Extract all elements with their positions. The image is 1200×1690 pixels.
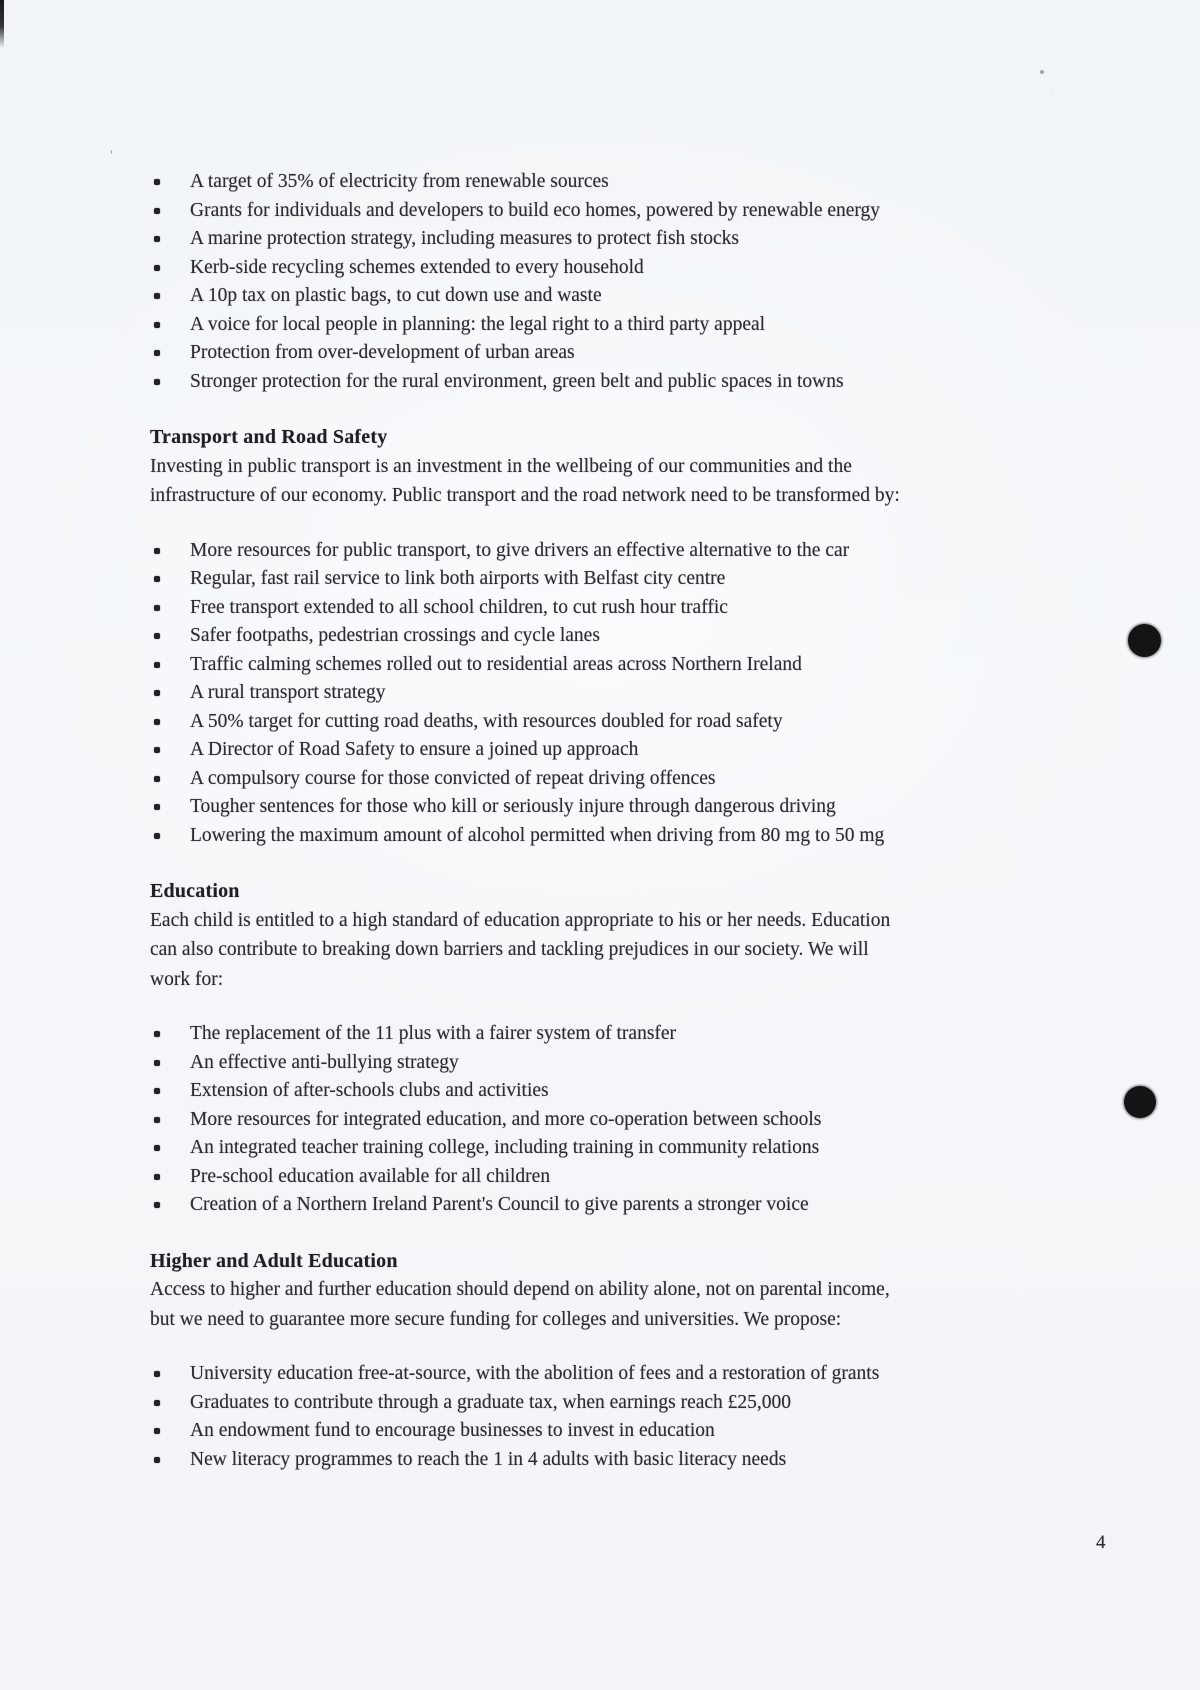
bullet-icon <box>154 1428 160 1434</box>
bullet-list <box>150 1360 1090 1474</box>
list-item <box>150 565 1090 594</box>
bullet-icon <box>154 605 160 611</box>
page-number: 4 <box>1096 1532 1106 1553</box>
bullet-icon <box>154 633 160 639</box>
list-item <box>150 311 1090 340</box>
list-item-text: Tougher sentences for those who kill or seriously injure through dangerous driving <box>190 796 836 817</box>
paragraph-line: Access to higher and further education should depend on ability alone, not on parental income, <box>150 1279 890 1300</box>
list-item <box>150 1446 1090 1475</box>
bullet-icon <box>154 576 160 582</box>
list-item <box>150 225 1090 254</box>
bullet-icon <box>154 208 160 214</box>
bullet-icon <box>154 776 160 782</box>
bullet-icon <box>154 1400 160 1406</box>
list-item <box>150 793 1090 822</box>
paragraph-line: Each child is entitled to a high standard of education appropriate to his or her needs. Education <box>150 909 891 931</box>
hole-punch-dot-top <box>1128 624 1161 657</box>
list-item <box>150 1163 1090 1192</box>
list-item <box>150 168 1090 197</box>
list-item-text: Extension of after-schools clubs and activities <box>190 1080 549 1101</box>
section-paragraph <box>150 1275 1090 1334</box>
bullet-icon <box>154 662 160 668</box>
bullet-icon <box>154 1060 160 1066</box>
list-item-text: Creation of a Northern Ireland Parent's Council to give parents a stronger voice <box>190 1194 809 1215</box>
section-heading: Transport and Road Safety <box>150 426 388 448</box>
list-item <box>150 1077 1090 1106</box>
list-item <box>150 708 1090 737</box>
bullet-icon <box>154 265 160 271</box>
list-item <box>150 254 1090 283</box>
list-item <box>150 339 1090 368</box>
section-heading: Higher and Adult Education <box>150 1249 398 1272</box>
list-item-text: Pre-school education available for all children <box>190 1165 551 1187</box>
list-item-text: Stronger protection for the rural environment, green belt and public spaces in towns <box>190 370 844 392</box>
list-item-text: More resources for integrated education, and more co-operation between schools <box>190 1108 822 1130</box>
list-item-text: A 50% target for cutting road deaths, with resources doubled for road safety <box>190 710 783 732</box>
list-item-text: Kerb-side recycling schemes extended to every household <box>190 256 644 278</box>
corner-scan-artifact <box>0 0 4 48</box>
bullet-icon <box>154 1088 160 1094</box>
list-item-text: A Director of Road Safety to ensure a joined up approach <box>190 739 639 760</box>
bullet-icon <box>154 350 160 356</box>
list-item-text: A voice for local people in planning: the legal right to a third party appeal <box>190 313 766 335</box>
list-item <box>150 1389 1090 1418</box>
paragraph-line: work for: <box>150 968 224 990</box>
list-item-text: A target of 35% of electricity from renewable sources <box>190 171 609 192</box>
bullet-icon <box>154 1202 160 1208</box>
paragraph-line: can also contribute to breaking down barriers and tackling prejudices in our society. We will <box>150 939 869 960</box>
bullet-icon <box>154 322 160 328</box>
section-paragraph <box>150 906 1090 995</box>
list-item <box>150 1417 1090 1446</box>
bullet-icon <box>154 548 160 554</box>
list-item <box>150 282 1090 311</box>
list-item <box>150 1360 1090 1389</box>
list-item <box>150 679 1090 708</box>
bullet-icon <box>154 379 160 385</box>
list-item <box>150 1191 1090 1220</box>
bullet-list <box>150 537 1090 851</box>
bullet-icon <box>154 690 160 696</box>
list-item <box>150 736 1090 765</box>
bullet-icon <box>154 1117 160 1123</box>
bullet-icon <box>154 1371 160 1377</box>
document-body <box>150 168 1090 1474</box>
bullet-icon <box>154 719 160 725</box>
list-item <box>150 368 1090 397</box>
paragraph-line: but we need to guarantee more secure funding for colleges and universities. We propose: <box>150 1308 842 1330</box>
hole-punch-dot-bottom <box>1124 1086 1156 1118</box>
stray-tick-mark: ' <box>110 148 113 164</box>
list-item-text: A marine protection strategy, including measures to protect fish stocks <box>190 228 739 249</box>
list-item <box>150 651 1090 680</box>
section-heading: Education <box>150 880 240 902</box>
list-item <box>150 765 1090 794</box>
bullet-list <box>150 168 1090 396</box>
bullet-icon <box>154 293 160 299</box>
document-section <box>150 423 1090 850</box>
list-item-text: University education free-at-source, with the abolition of fees and a restoration of grants <box>190 1363 880 1384</box>
bullet-icon <box>154 747 160 753</box>
list-item-text: Protection from over-development of urban areas <box>190 342 575 363</box>
list-item-text: Free transport extended to all school children, to cut rush hour traffic <box>190 596 728 618</box>
bullet-icon <box>154 1174 160 1180</box>
list-item <box>150 1020 1090 1049</box>
list-item <box>150 537 1090 566</box>
list-item <box>150 622 1090 651</box>
list-item <box>150 1106 1090 1135</box>
list-item-text: An integrated teacher training college, including training in community relations <box>190 1137 820 1158</box>
list-item-text: A rural transport strategy <box>190 682 386 703</box>
list-item-text: A 10p tax on plastic bags, to cut down use and waste <box>190 285 602 306</box>
document-section <box>150 168 1090 396</box>
list-item <box>150 822 1090 851</box>
list-item-text: An endowment fund to encourage businesses to invest in education <box>190 1420 715 1441</box>
list-item-text: The replacement of the 11 plus with a fairer system of transfer <box>190 1023 677 1044</box>
list-item-text: Grants for individuals and developers to build eco homes, powered by renewable energy <box>190 199 881 221</box>
bullet-icon <box>154 804 160 810</box>
bullet-icon <box>154 1145 160 1151</box>
section-paragraph <box>150 452 1090 511</box>
scan-speck <box>1040 70 1044 74</box>
bullet-icon <box>154 1457 160 1463</box>
list-item <box>150 1134 1090 1163</box>
list-item-text: Graduates to contribute through a graduate tax, when earnings reach £25,000 <box>190 1391 792 1413</box>
paragraph-line: infrastructure of our economy. Public transport and the road network need to be transformed by: <box>150 485 900 506</box>
bullet-icon <box>154 236 160 242</box>
bullet-icon <box>154 179 160 185</box>
bullet-icon <box>154 1031 160 1037</box>
list-item-text: Lowering the maximum amount of alcohol permitted when driving from 80 mg to 50 mg <box>190 824 885 846</box>
list-item-text: A compulsory course for those convicted of repeat driving offences <box>190 767 716 789</box>
list-item-text: Regular, fast rail service to link both airports with Belfast city centre <box>190 568 726 589</box>
paragraph-line: Investing in public transport is an investment in the wellbeing of our communities and the <box>150 455 852 477</box>
list-item <box>150 1049 1090 1078</box>
list-item-text: Traffic calming schemes rolled out to residential areas across Northern Ireland <box>190 653 802 675</box>
list-item-text: New literacy programmes to reach the 1 in 4 adults with basic literacy needs <box>190 1448 787 1470</box>
bullet-icon <box>154 833 160 839</box>
document-section <box>150 877 1090 1220</box>
list-item-text: Safer footpaths, pedestrian crossings and cycle lanes <box>190 625 600 646</box>
list-item <box>150 594 1090 623</box>
list-item <box>150 197 1090 226</box>
document-section <box>150 1247 1090 1475</box>
bullet-list <box>150 1020 1090 1220</box>
list-item-text: An effective anti-bullying strategy <box>190 1051 459 1073</box>
list-item-text: More resources for public transport, to give drivers an effective alternative to the car <box>190 539 850 561</box>
